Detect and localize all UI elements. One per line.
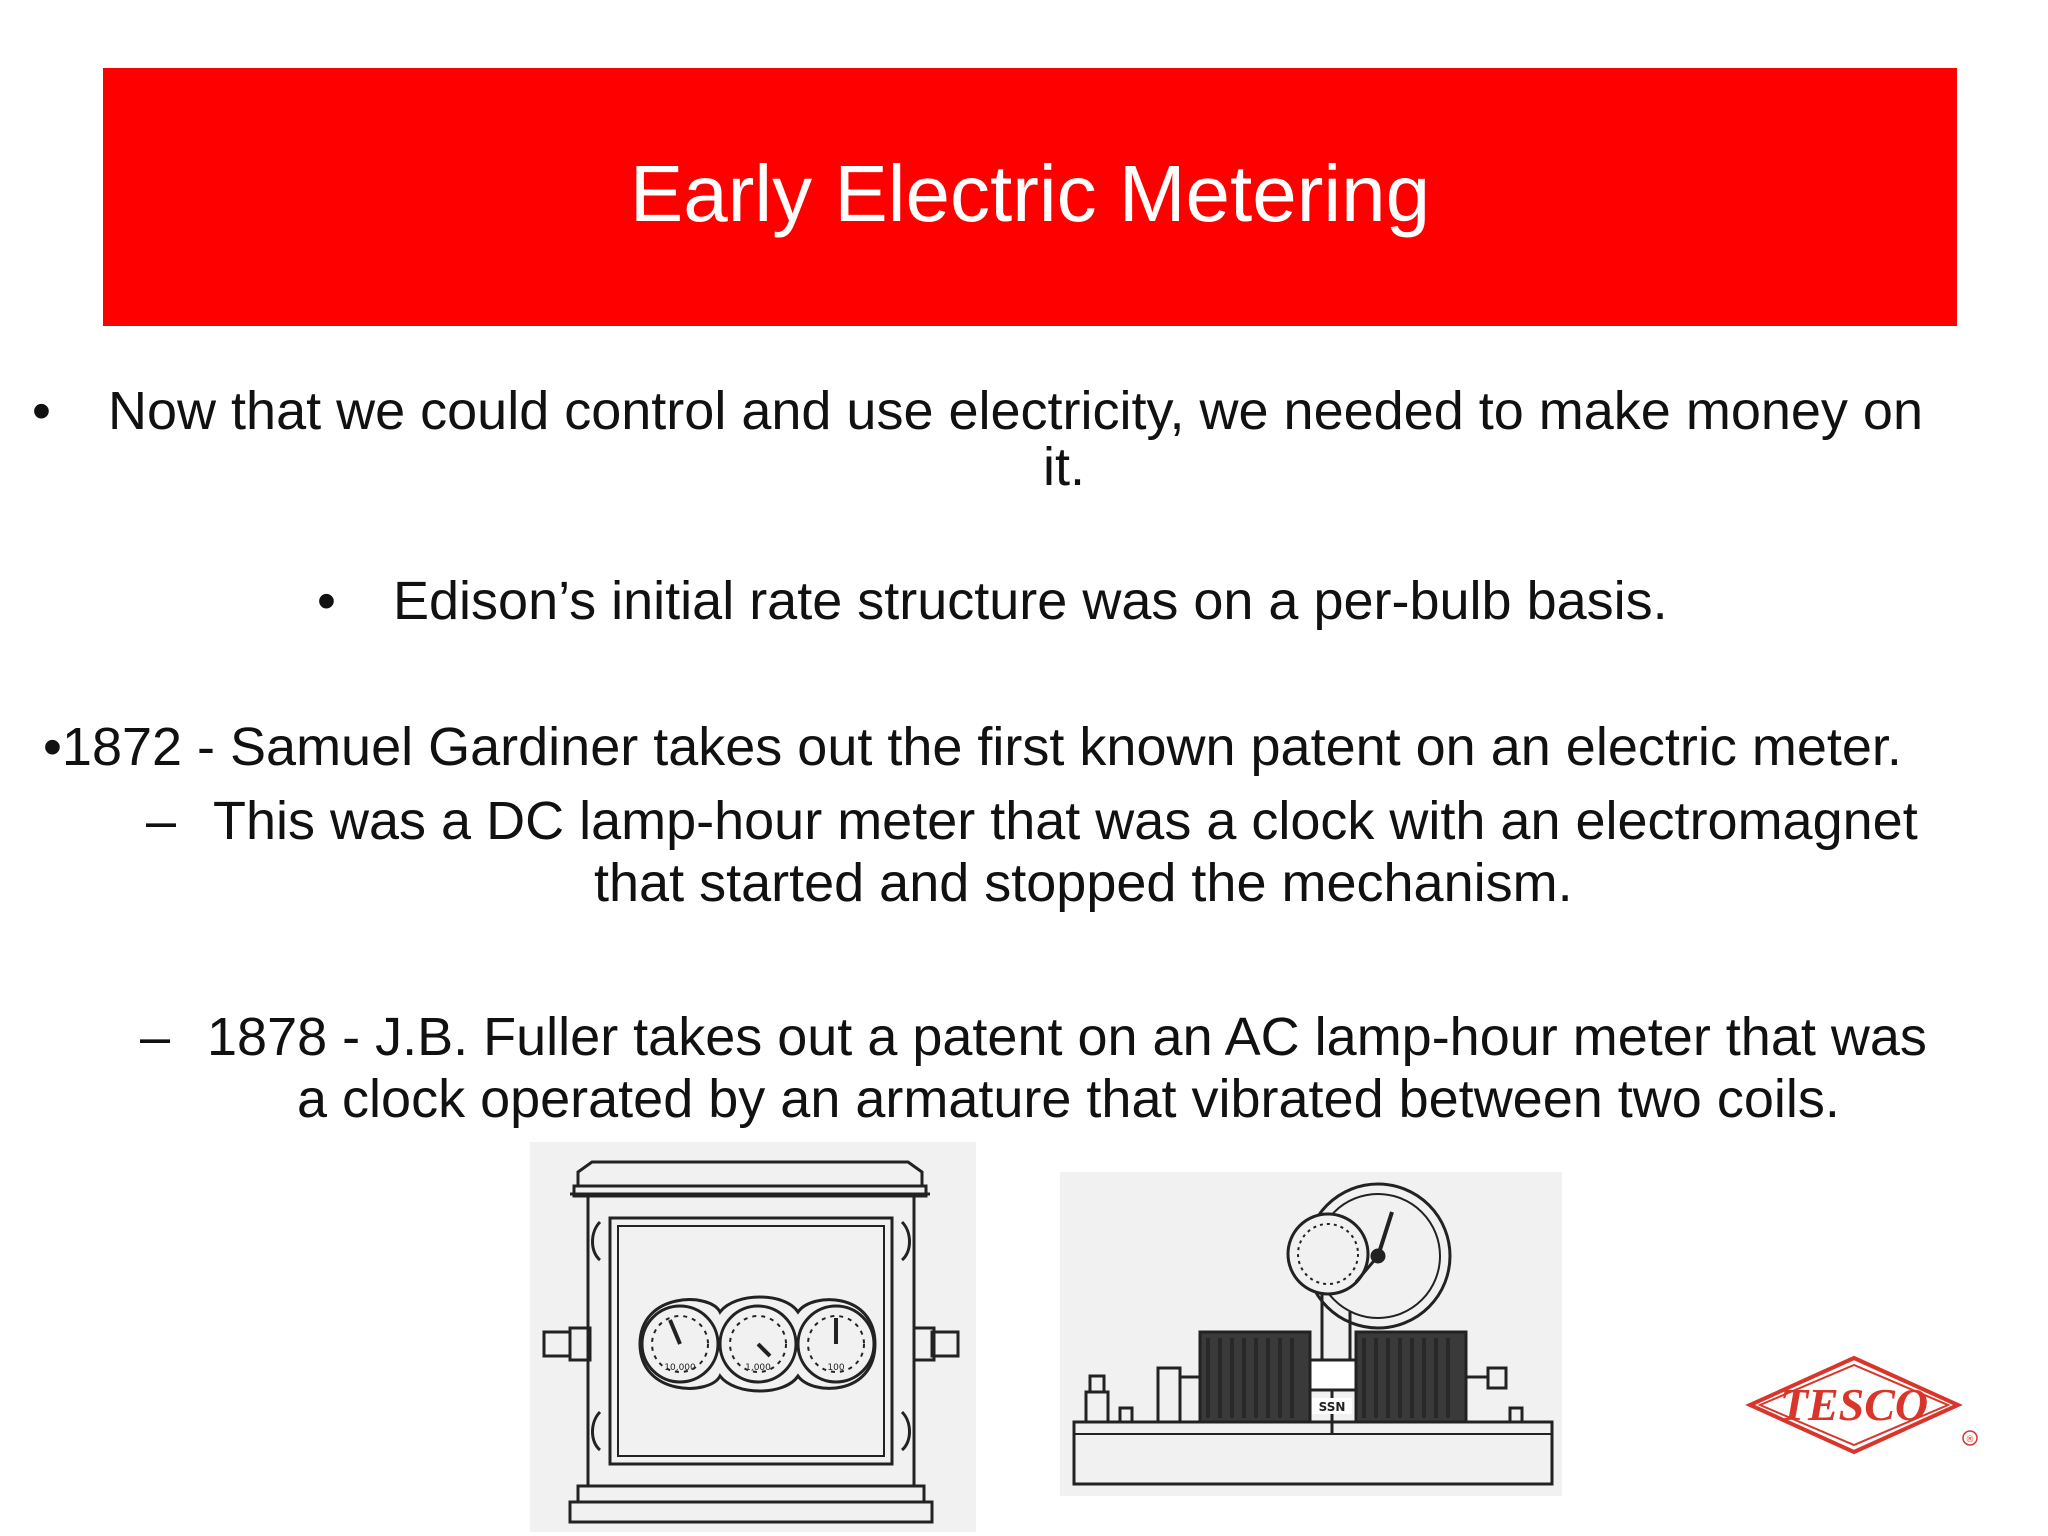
sub-bullet-2-line-1: 1878 - J.B. Fuller takes out a patent on an AC lamp-hour meter that was (207, 1007, 1927, 1067)
sub-bullet-marker: – (146, 791, 177, 851)
bullet-1-line-1: Now that we could control and use electricity, we needed to make money on (108, 381, 1923, 441)
dial-label-1: 10,000 (664, 1363, 696, 1373)
dial-label-2: 1,000 (745, 1363, 771, 1373)
gardiner-meter-drawing (530, 1142, 976, 1532)
bullet-marker: • (317, 571, 336, 631)
bullet-3-text: •1872 - Samuel Gardiner takes out the first known patent on an electric meter. (43, 717, 1902, 777)
sub-bullet-marker: – (140, 1007, 171, 1067)
sub-bullet-1-line-2: that started and stopped the mechanism. (594, 853, 1573, 913)
bullet-2-text: Edison’s initial rate structure was on a per-bulb basis. (393, 571, 1668, 631)
fuller-meter-illustration (1060, 1172, 1562, 1496)
tesco-logo-text: TESCO (1779, 1379, 1929, 1430)
sub-bullet-2-line-2: a clock operated by an armature that vibrated between two coils. (297, 1069, 1840, 1129)
tesco-logo-mark (1744, 1352, 1994, 1458)
bullet-marker: • (32, 381, 51, 441)
sub-bullet-1-line-1: This was a DC lamp-hour meter that was a clock with an electromagnet (213, 791, 1918, 851)
tesco-logo (1744, 1352, 1994, 1458)
gardiner-meter-illustration (530, 1142, 976, 1532)
slide-title: Early Electric Metering (629, 149, 1431, 238)
registered-mark: ® (1965, 1435, 1975, 1445)
title-band (103, 68, 1957, 326)
dial-label-3: 100 (827, 1363, 845, 1373)
bullet-1-line-2: it. (1043, 437, 1086, 497)
ssn-label: SSN (1318, 1400, 1346, 1414)
fuller-meter-drawing (1060, 1172, 1562, 1496)
